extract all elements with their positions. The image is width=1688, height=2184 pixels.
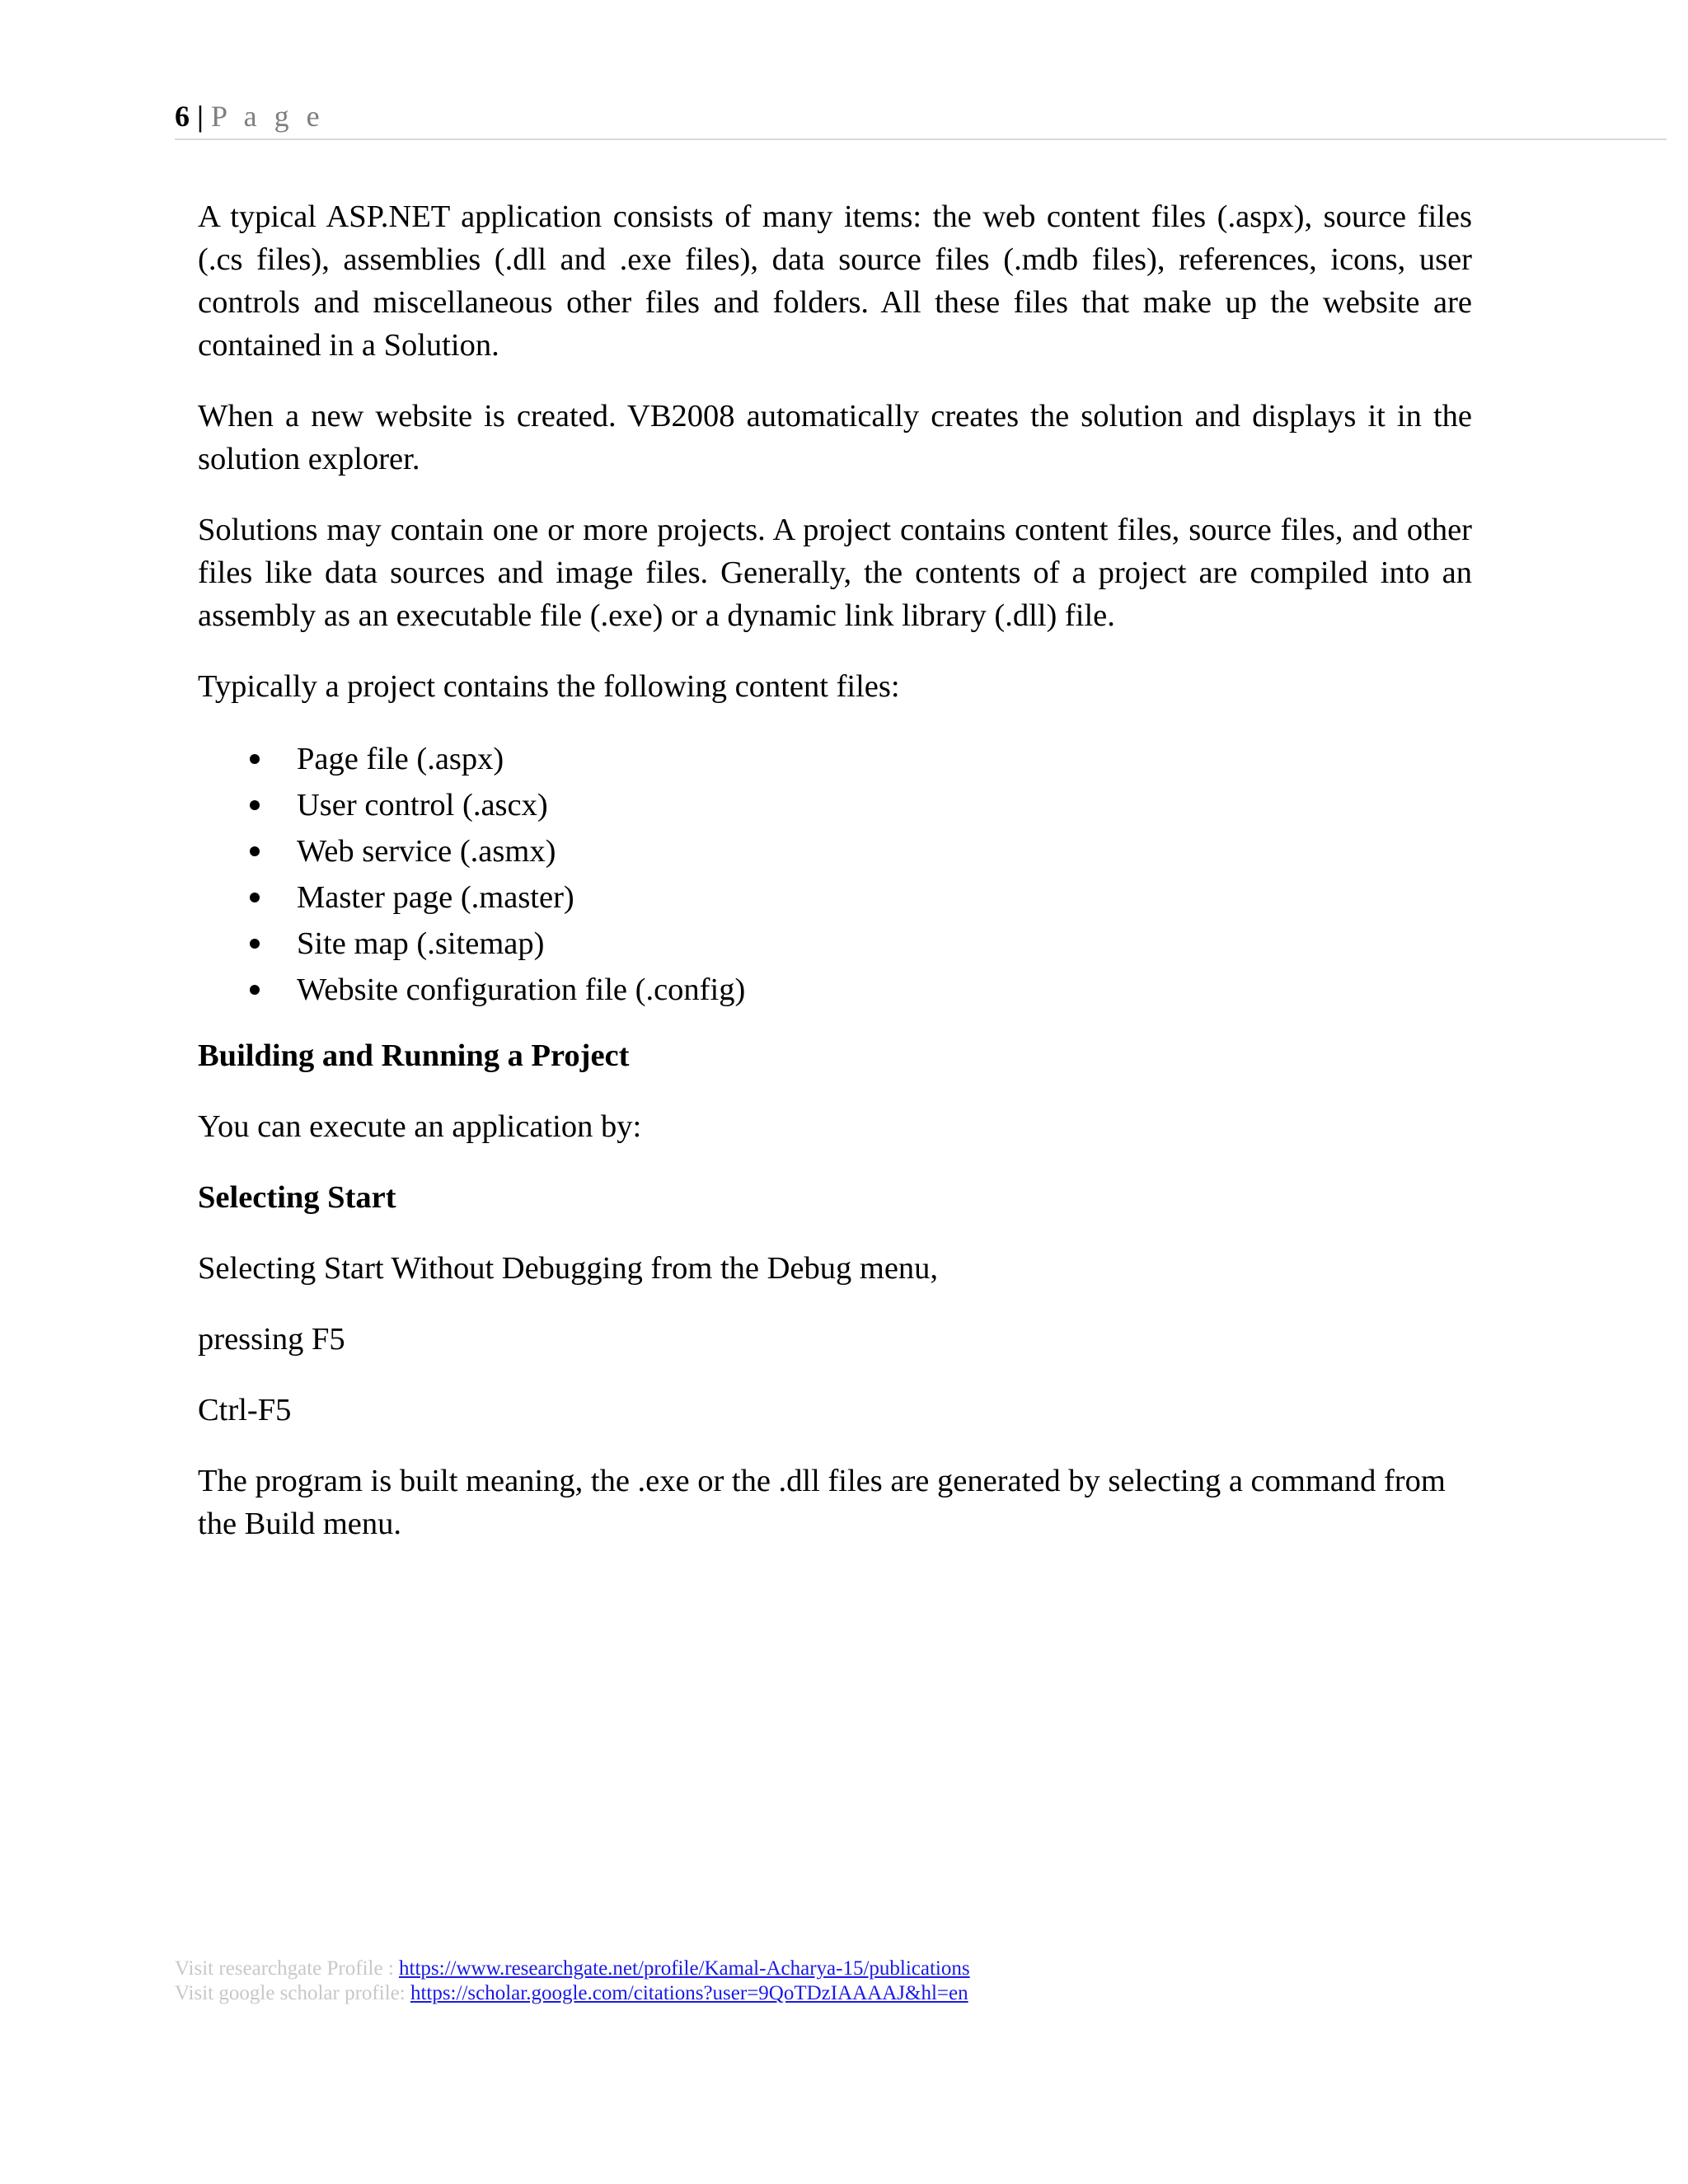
paragraph-execute: You can execute an application by:: [198, 1109, 642, 1144]
page-number: 6: [175, 100, 190, 133]
page-footer: [175, 1957, 970, 2006]
bullet-icon: [250, 800, 260, 810]
paragraph-ctrl-f5: Ctrl-F5: [198, 1393, 292, 1427]
list-item: [198, 736, 1472, 782]
list-item-text: Page file (.aspx): [297, 742, 504, 776]
list-item-text: Master page (.master): [297, 880, 574, 915]
list-item: [198, 782, 1472, 828]
list-item-text: User control (.ascx): [297, 788, 548, 823]
paragraph-start-without-debugging: Selecting Start Without Debugging from the Debug menu,: [198, 1251, 939, 1286]
content-files-list: [198, 736, 1472, 1013]
page-label: P a g e: [210, 100, 325, 133]
paragraph-content-files-intro: Typically a project contains the following content files:: [198, 669, 900, 704]
researchgate-link[interactable]: https://www.researchgate.net/profile/Kamal-Acharya-15/publications: [399, 1957, 970, 1980]
bullet-icon: [250, 846, 260, 856]
list-item: [198, 828, 1472, 874]
bullet-icon: [250, 985, 260, 995]
list-item: [198, 967, 1472, 1013]
bullet-icon: [250, 893, 260, 902]
list-item-text: Site map (.sitemap): [297, 926, 545, 961]
bullet-icon: [250, 754, 260, 764]
researchgate-label: Visit researchgate Profile :: [175, 1957, 400, 1980]
scholar-line: [175, 1981, 970, 2006]
list-item: [198, 921, 1472, 967]
scholar-label: Visit google scholar profile:: [175, 1982, 410, 2004]
page-body: [198, 195, 1472, 1573]
list-item-text: Web service (.asmx): [297, 834, 556, 869]
paragraph-pressing-f5: pressing F5: [198, 1322, 345, 1357]
paragraph-intro: A typical ASP.NET application consists of many items: the web content files (.aspx), source files (.cs files), assemblies (.dll and .exe files), data source files (.mdb files), references, icons, user controls and miscellaneous other files and folders. All these files that make up the website are contained in a Solution.: [198, 199, 1472, 363]
paragraph-build: The program is built meaning, the .exe or the .dll files are generated by selecting a command from the Build menu.: [198, 1464, 1446, 1541]
list-item: [198, 874, 1472, 921]
researchgate-line: [175, 1957, 970, 1981]
page-header: [175, 97, 1667, 140]
section-heading-selecting-start: Selecting Start: [198, 1180, 396, 1215]
list-item-text: Website configuration file (.config): [297, 972, 746, 1007]
paragraph-solutions: Solutions may contain one or more projects. A project contains content files, source files, and other files like data sources and image files. Generally, the contents of a project are compiled into an assembly as an executable file (.exe) or a dynamic link library (.dll) file.: [198, 513, 1472, 633]
section-heading-building: Building and Running a Project: [198, 1038, 630, 1073]
scholar-link[interactable]: https://scholar.google.com/citations?user=9QoTDzIAAAAJ&hl=en: [410, 1982, 968, 2004]
bullet-icon: [250, 939, 260, 949]
header-separator: |: [197, 100, 204, 133]
paragraph-new-website: When a new website is created. VB2008 automatically creates the solution and displays it in the solution explorer.: [198, 399, 1472, 476]
